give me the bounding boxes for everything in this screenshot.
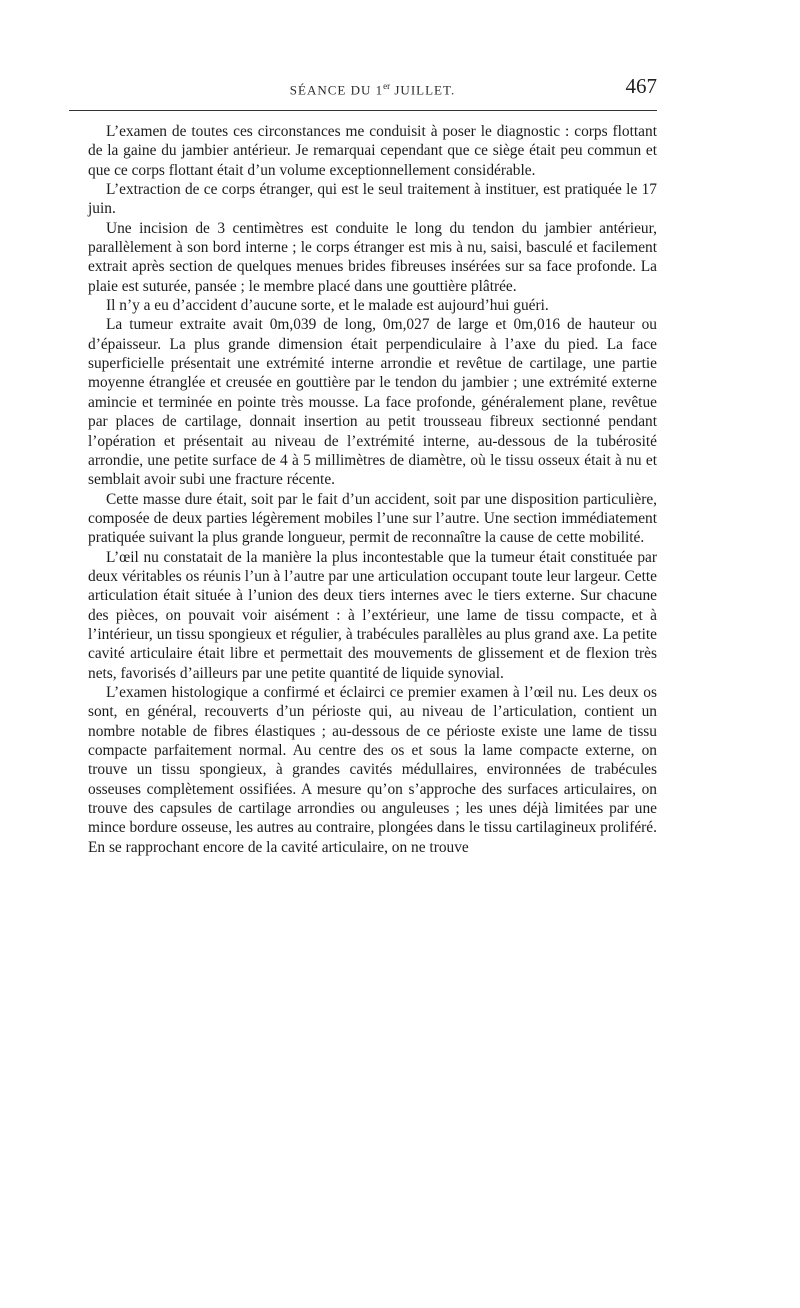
paragraph: L’examen histologique a confirmé et éclairci ce premier examen à l’œil nu. Les deux os sont, en général, recouverts d’un périoste qui, au niveau de l’articulation, contient un nombre notable de fibres élastiques ; au-dessous de ce périoste existe une lame de tissu compacte parfaitement normal. Au centre des os et sous la lame compacte externe, on trouve un tissu spongieux, à grandes cavités médullaires, environnées de trabécules osseuses complètement ossifiées. A mesure qu’on s’approche des surfaces articulaires, on trouve des capsules de cartilage arrondies ou anguleuses ; les unes déjà limitées par une mince bordure osseuse, les autres au contraire, plongées dans le tissu cartilagineux proliféré. En se rapprochant encore de la cavité articulaire, on ne trouve: [88, 683, 657, 856]
paragraph: L’examen de toutes ces circonstances me conduisit à poser le diagnostic : corps flottant de la gaine du jambier antérieur. Je remarquai cependant que ce siège était peu commun et que ce corps flottant était d’un volume exceptionnellement considérable.: [88, 123, 657, 179]
paragraph: L’œil nu constatait de la manière la plus incontestable que la tumeur était constituée par deux véritables os réunis l’un à l’autre par une articulation occupant toute leur largeur. Cette articulation était située à l’union des deux tiers internes avec le tiers externe. Sur chacune des pièces, on pouvait voir aisément : à l’extérieur, une lame de tissu compacte, et à l’intérieur, un tissu spongieux et régulier, à trabécules parallèles au plus grand axe. La petite cavité articulaire était libre et permettait des mouvements de glissement et de flexion très nets, favorisés d’ailleurs par une petite quantité de liquide synovial.: [88, 548, 657, 682]
paragraph: Cette masse dure était, soit par le fait d’un accident, soit par une disposition particulière, composée de deux parties légèrement mobiles l’une sur l’autre. Une section immédiatement pratiquée suivant la plus grande longueur, permit de reconnaître la cause de cette mobilité.: [88, 490, 657, 547]
running-title: SÉANCE DU 1er JUILLET.: [289, 81, 456, 98]
running-header: [88, 74, 657, 100]
page-number: 467: [625, 74, 657, 98]
body-text: [88, 122, 657, 857]
page: [88, 74, 657, 857]
paragraph: Il n’y a eu d’accident d’aucune sorte, et le malade est aujourd’hui guéri.: [106, 297, 549, 315]
paragraph: Une incision de 3 centimètres est conduite le long du tendon du jambier antérieur, parallèlement à son bord interne ; le corps étranger est mis à nu, saisi, basculé et facilement extrait après section de quelques menues brides fibreuses insérées sur sa face profonde. La plaie est suturée, pansée ; le membre placé dans une gouttière plâtrée.: [88, 219, 657, 295]
paragraph: L’extraction de ce corps étranger, qui est le seul traitement à instituer, est pratiquée le 17 juin.: [88, 181, 657, 218]
paragraph: La tumeur extraite avait 0m,039 de long, 0m,027 de large et 0m,016 de hauteur ou d’épaisseur. La plus grande dimension était perpendiculaire à l’axe du pied. La face superficielle présentait une extrémité interne arrondie et revêtue de cartilage, une partie moyenne étranglée et creusée en gouttière par le tendon du jambier ; une extrémité externe amincie et terminée en pointe très mousse. La face profonde, généralement plane, revêtue par places de cartilage, donnait insertion au petit trousseau fibreux sectionné pendant l’opération et présentait au niveau de l’extrémité interne, au-dessous de la tubérosité arrondie, une petite surface de 4 à 5 millimètres de diamètre, où le tissu osseux était à nu et semblait avoir subi une fracture récente.: [88, 316, 657, 489]
